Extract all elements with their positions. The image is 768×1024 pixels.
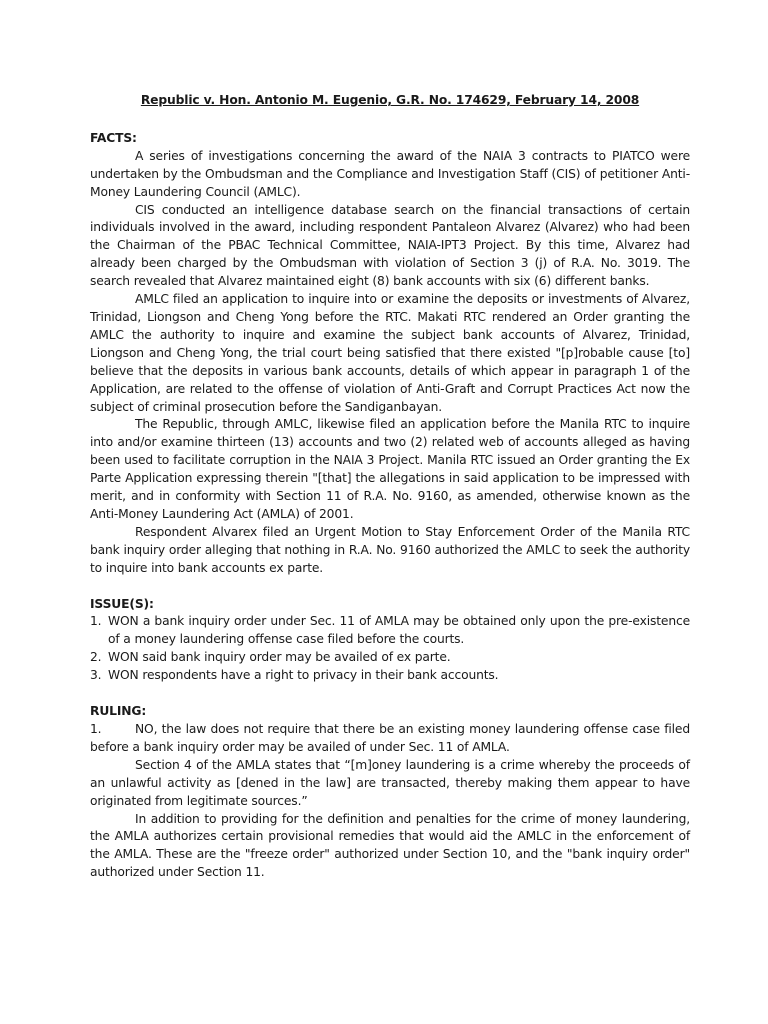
issues-heading: ISSUE(S): xyxy=(90,596,154,611)
document-title: Republic v. Hon. Antonio M. Eugenio, G.R. No. 174629, February 14, 2008 xyxy=(140,93,640,107)
facts-heading: FACTS: xyxy=(90,130,137,145)
issue-text: WON said bank inquiry order may be availed of ex parte. xyxy=(108,650,451,665)
facts-paragraph-3: AMLC filed an application to inquire into or examine the deposits or investments of Alvarez, Trinidad, Liongson and Cheng Yong before the RTC. Makati RTC rendered an Order granting the AMLC the authority to inquire and examine the subject bank accounts of Alvarez, Trinidad, Liongson and Cheng Yong, the trial court being satisfied that there existed "[p]robable cause [to] believe that the deposits in various bank accounts, details of which appear in paragraph 1 of the Application, are related to the offense of violation of Anti-Graft and Corrupt Practices Act now the subject of criminal prosecution before the Sandiganbayan. xyxy=(90,292,690,414)
ruling-paragraph-2: In addition to providing for the definition and penalties for the crime of money laundering, the AMLA authorizes certain provisional remedies that would aid the AMLC in the enforcement of the AMLA. These are the "freeze order" authorized under Section 10, and the "bank inquiry order" authorized under Section 11. xyxy=(90,811,690,880)
section-spacer xyxy=(90,685,690,703)
ruling-first-paragraph xyxy=(90,721,690,757)
ruling-heading: RULING: xyxy=(90,704,147,719)
ruling-paragraph-1: Section 4 of the AMLA states that “[m]oney laundering is a crime whereby the proceeds of an unlawful activity as [dened in the law] are transacted, thereby making them appear to have originated from legitimate sources.” xyxy=(90,757,690,808)
section-spacer xyxy=(90,578,690,596)
ruling-number: 1. xyxy=(90,722,102,736)
issue-text: WON respondents have a right to privacy in their bank accounts. xyxy=(108,668,499,683)
facts-paragraph-4: The Republic, through AMLC, likewise filed an application before the Manila RTC to inquire into and/or examine thirteen (13) accounts and two (2) related web of accounts alleged as having been used to facilitate corruption in the NAIA 3 Project. Manila RTC issued an Order granting the Ex Parte Application expressing therein "[that] the allegations in said application to be impressed with merit, and in conformity with Section 11 of R.A. No. 9160, as amended, otherwise known as the Anti-Money Laundering Act (AMLA) of 2001. xyxy=(90,417,690,521)
issue-item xyxy=(90,613,690,649)
issues-list xyxy=(90,613,690,685)
issue-number: 3. xyxy=(90,668,102,683)
issue-item xyxy=(90,649,690,667)
ruling-first-text: NO, the law does not require that there be an existing money laundering offense case filed before a bank inquiry order may be availed of under Sec. 11 of AMLA. xyxy=(90,722,690,754)
document-page xyxy=(90,92,690,882)
issue-number: 2. xyxy=(90,650,102,665)
facts-paragraph-5: Respondent Alvarex filed an Urgent Motion to Stay Enforcement Order of the Manila RTC bank inquiry order alleging that nothing in R.A. No. 9160 authorized the AMLC to seek the authority to inquire into bank accounts ex parte. xyxy=(90,524,690,575)
facts-paragraph-1: A series of investigations concerning the award of the NAIA 3 contracts to PIATCO were undertaken by the Ombudsman and the Compliance and Investigation Staff (CIS) of petitioner Anti-Money Laundering Council (AMLC). xyxy=(90,148,690,199)
facts-paragraph-2: CIS conducted an intelligence database search on the financial transactions of certain individuals involved in the award, including respondent Pantaleon Alvarez (Alvarez) who had been the Chairman of the PBAC Technical Committee, NAIA-IPT3 Project. By this time, Alvarez had already been charged by the Ombudsman with violation of Section 3 (j) of R.A. No. 3019. The search revealed that Alvarez maintained eight (8) bank accounts with six (6) different banks. xyxy=(90,202,690,289)
issue-item xyxy=(90,667,690,685)
issue-number: 1. xyxy=(90,614,102,629)
issue-text: WON a bank inquiry order under Sec. 11 of AMLA may be obtained only upon the pre-existence of a money laundering offense case filed before the courts. xyxy=(108,614,690,647)
